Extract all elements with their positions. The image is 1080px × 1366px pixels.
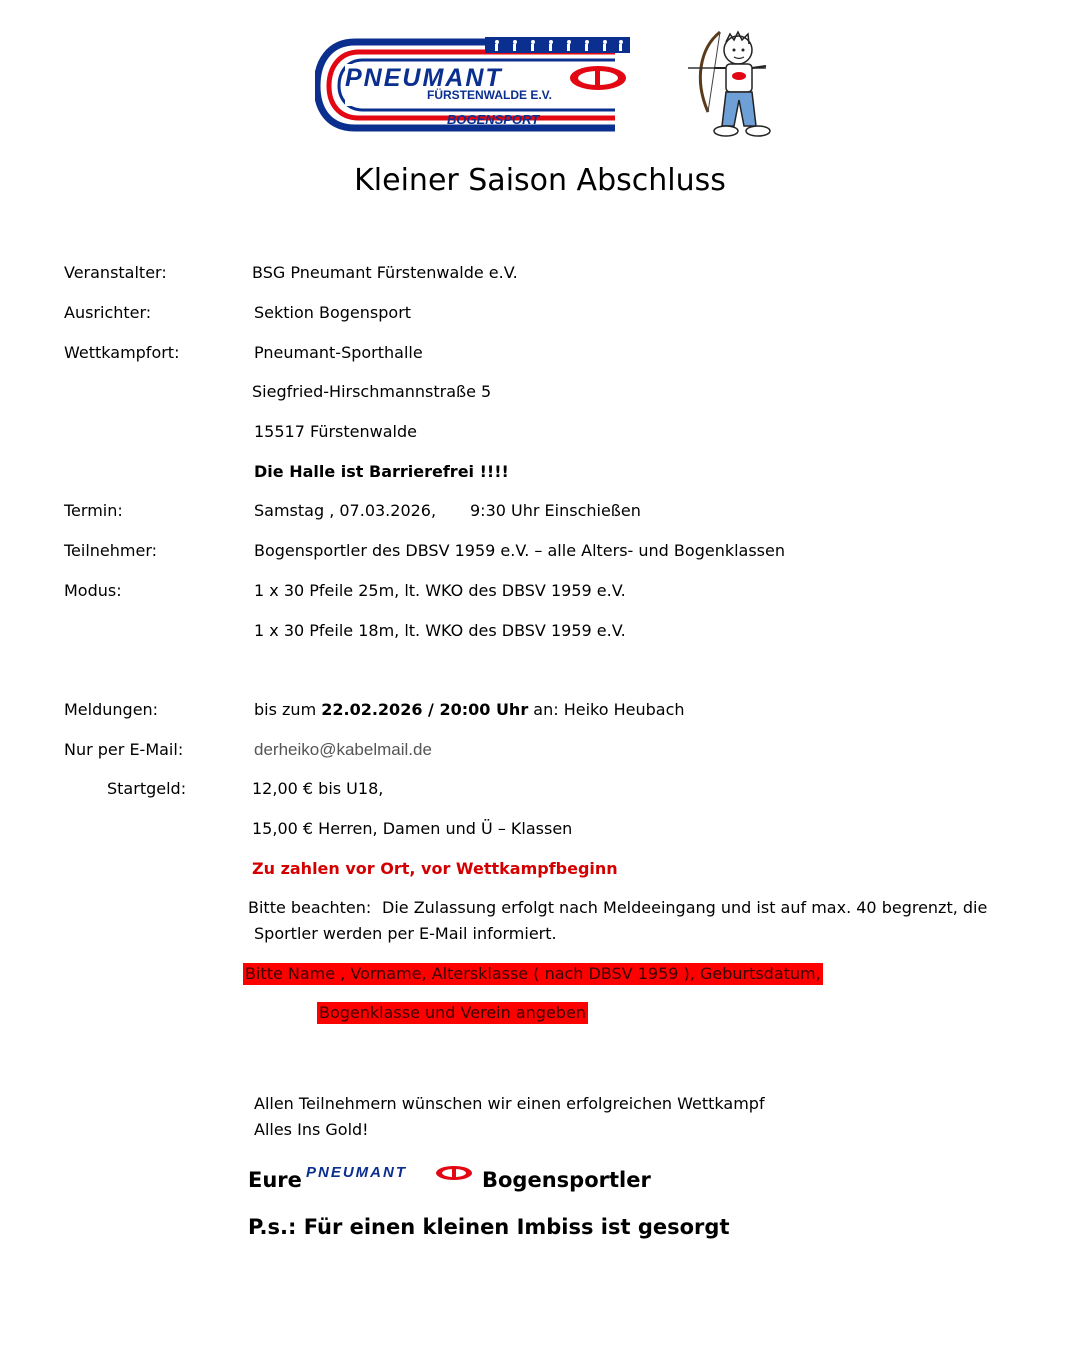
modus-value-1: 1 x 30 Pfeile 25m, lt. WKO des DBSV 1959 e.V. bbox=[254, 581, 626, 600]
page-title: Kleiner Saison Abschluss bbox=[354, 163, 726, 198]
startgeld-value-2: 15,00 € Herren, Damen und Ü – Klassen bbox=[252, 819, 573, 838]
email-label: Nur per E-Mail: bbox=[64, 740, 184, 759]
closing-line-2: Alles Ins Gold! bbox=[254, 1120, 369, 1139]
meldungen-value bbox=[254, 700, 685, 720]
veranstalter-value: BSG Pneumant Fürstenwalde e.V. bbox=[252, 263, 518, 282]
modus-label: Modus: bbox=[64, 581, 122, 600]
teilnehmer-value: Bogensportler des DBSV 1959 e.V. – alle Alters- und Bogenklassen bbox=[254, 541, 785, 560]
startgeld-value-1: 12,00 € bis U18, bbox=[252, 779, 384, 798]
closing-eure: Eure bbox=[248, 1168, 302, 1192]
modus-value-2: 1 x 30 Pfeile 18m, lt. WKO des DBSV 1959 e.V. bbox=[254, 621, 626, 640]
startgeld-label: Startgeld: bbox=[107, 779, 187, 798]
address-city: 15517 Fürstenwalde bbox=[254, 422, 417, 441]
termin-time: 9:30 Uhr Einschießen bbox=[470, 501, 641, 520]
inline-brand-text: PNEUMANT bbox=[306, 1164, 407, 1181]
ps-note: P.s.: Für einen kleinen Imbiss ist gesorgt bbox=[248, 1215, 730, 1239]
veranstalter-label: Veranstalter: bbox=[64, 263, 167, 282]
logo-brand: PNEUMANT bbox=[345, 64, 503, 92]
meldungen-deadline: 22.02.2026 / 20:00 Uhr bbox=[321, 700, 529, 719]
ausrichter-label: Ausrichter: bbox=[64, 303, 152, 322]
termin-label: Termin: bbox=[64, 501, 123, 520]
meldungen-label: Meldungen: bbox=[64, 700, 159, 719]
closing-line-1: Allen Teilnehmern wünschen wir einen erfolgreichen Wettkampf bbox=[254, 1094, 765, 1113]
beachten-label: Bitte beachten: bbox=[248, 898, 372, 917]
meldungen-post: an: Heiko Heubach bbox=[528, 700, 685, 719]
teilnehmer-label: Teilnehmer: bbox=[64, 541, 158, 560]
logo-subtitle: FÜRSTENWALDE E.V. bbox=[427, 88, 552, 102]
address-street: Siegfried-Hirschmannstraße 5 bbox=[252, 382, 492, 401]
barrierefrei-note: Die Halle ist Barrierefrei !!!! bbox=[254, 462, 509, 481]
club-logo bbox=[315, 36, 635, 134]
archer-mascot-icon bbox=[686, 28, 780, 144]
beachten-line-1: Die Zulassung erfolgt nach Meldeeingang und ist auf max. 40 begrenzt, die bbox=[382, 898, 988, 917]
payment-note: Zu zahlen vor Ort, vor Wettkampfbeginn bbox=[252, 859, 618, 878]
inline-brand-logo bbox=[306, 1164, 474, 1184]
ausrichter-value: Sektion Bogensport bbox=[254, 303, 412, 322]
inline-pd-mark-icon bbox=[434, 1164, 474, 1182]
wettkampfort-value: Pneumant-Sporthalle bbox=[254, 343, 423, 362]
pd-mark-icon bbox=[570, 66, 626, 90]
beachten-line-2: Sportler werden per E-Mail informiert. bbox=[254, 924, 557, 943]
termin-date: Samstag , 07.03.2026, bbox=[254, 501, 437, 520]
highlight-line-2: Bogenklasse und Verein angeben bbox=[319, 1003, 586, 1022]
wettkampfort-label: Wettkampfort: bbox=[64, 343, 180, 362]
email-link[interactable]: derheiko@kabelmail.de bbox=[254, 740, 432, 759]
meldungen-pre: bis zum bbox=[254, 700, 322, 719]
closing-bogensportler: Bogensportler bbox=[482, 1168, 651, 1192]
highlight-line-1: Bitte Name , Vorname, Altersklasse ( nach DBSV 1959 ), Geburtsdatum, bbox=[245, 964, 821, 983]
logo-department: BOGENSPORT bbox=[447, 112, 540, 127]
